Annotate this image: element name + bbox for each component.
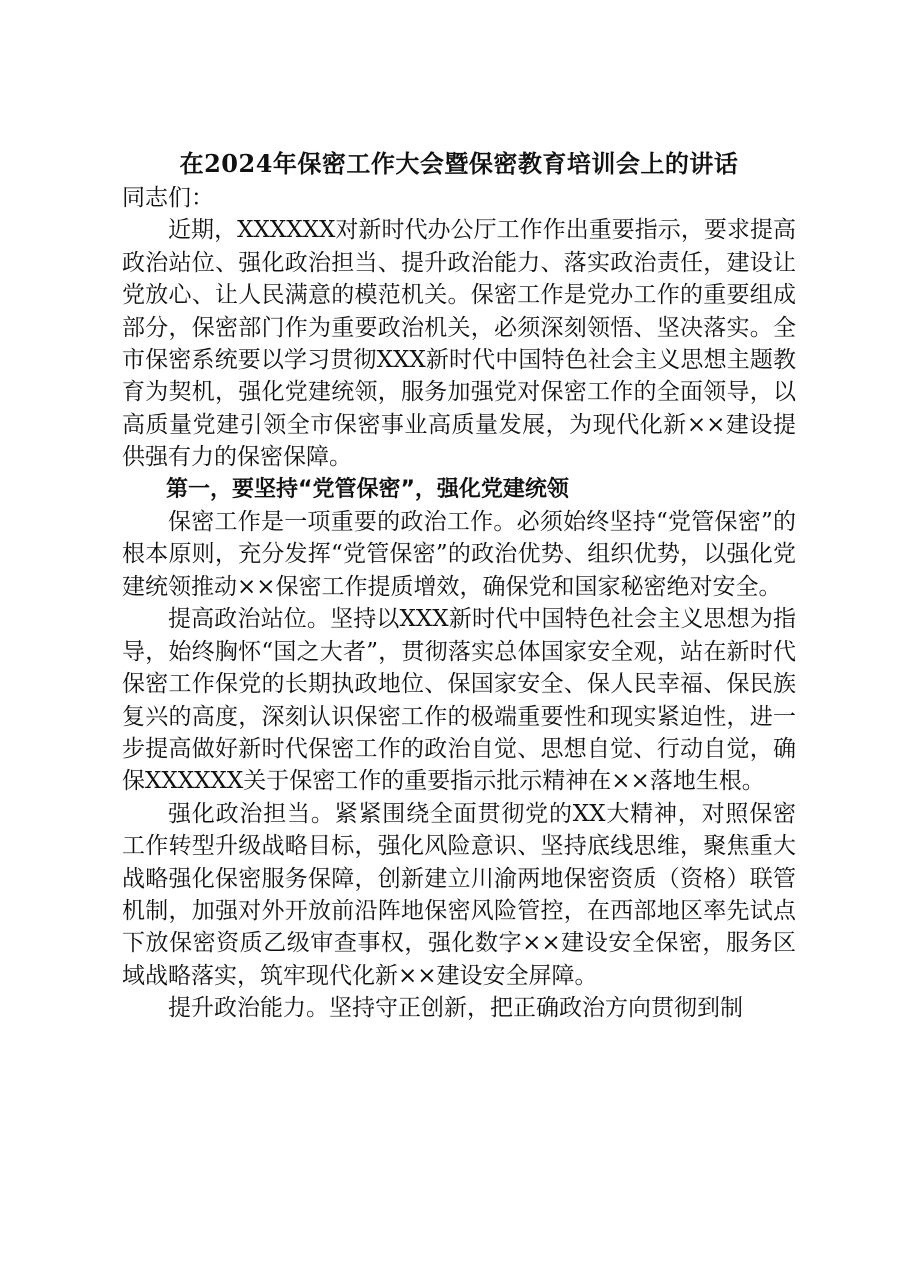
section1-paragraph-3: 强化政治担当。紧紧围绕全面贯彻党的XX大精神，对照保密工作转型升级战略目标，强化风险意识、坚持底线思维，聚焦重大战略强化保密服务保障，创新建立川渝两地保密资质（资格）联管机制，加强对外开放前沿阵地保密风险管控，在西部地区率先试点下放保密资质乙级审查事权，强化数字××建设安全保密，服务区域战略落实，筑牢现代化新××建设安全屏障。 bbox=[122, 800, 796, 989]
section1-paragraph-4: 提升政治能力。坚持守正创新，把正确政治方向贯彻到制 bbox=[168, 995, 743, 1022]
intro-paragraph: 近期，XXXXXX对新时代办公厅工作作出重要指示，要求提高政治站位、强化政治担当、提升政治能力、落实政治责任，建设让党放心、让人民满意的模范机关。保密工作是党办工作的重要组成部分，保密部门作为重要政治机关，必须深刻领悟、坚决落实。全市保密系统要以学习贯彻XXX新时代中国特色社会主义思想主题教育为契机，强化党建统领，服务加强党对保密工作的全面领导，以高质量党建引领全市保密事业高质量发展，为现代化新××建设提供强有力的保密保障。 bbox=[122, 217, 796, 471]
document-body bbox=[122, 146, 796, 1025]
section-heading-1: 第一，要坚持“党管保密”，强化党建统领 bbox=[166, 476, 569, 502]
section1-paragraph-2: 提高政治站位。坚持以XXX新时代中国特色社会主义思想为指导，始终胸怀“国之大者”，贯彻落实总体国家安全观，站在新时代保密工作保党的长期执政地位、保国家安全、保人民幸福、保民族复兴的高度，深刻认识保密工作的极端重要性和现实紧迫性，进一步提高做好新时代保密工作的政治自觉、思想自觉、行动自觉，确保XXXXXX关于保密工作的重要指示批示精神在××落地生根。 bbox=[122, 606, 796, 795]
salutation: 同志们： bbox=[122, 185, 214, 211]
document-title: 在2024年保密工作大会暨保密教育培训会上的讲话 bbox=[179, 149, 739, 178]
section1-paragraph-1: 保密工作是一项重要的政治工作。必须始终坚持“党管保密”的根本原则，充分发挥“党管保密”的政治优势、组织优势，以强化党建统领推动××保密工作提质增效，确保党和国家秘密绝对安全。 bbox=[122, 509, 796, 600]
